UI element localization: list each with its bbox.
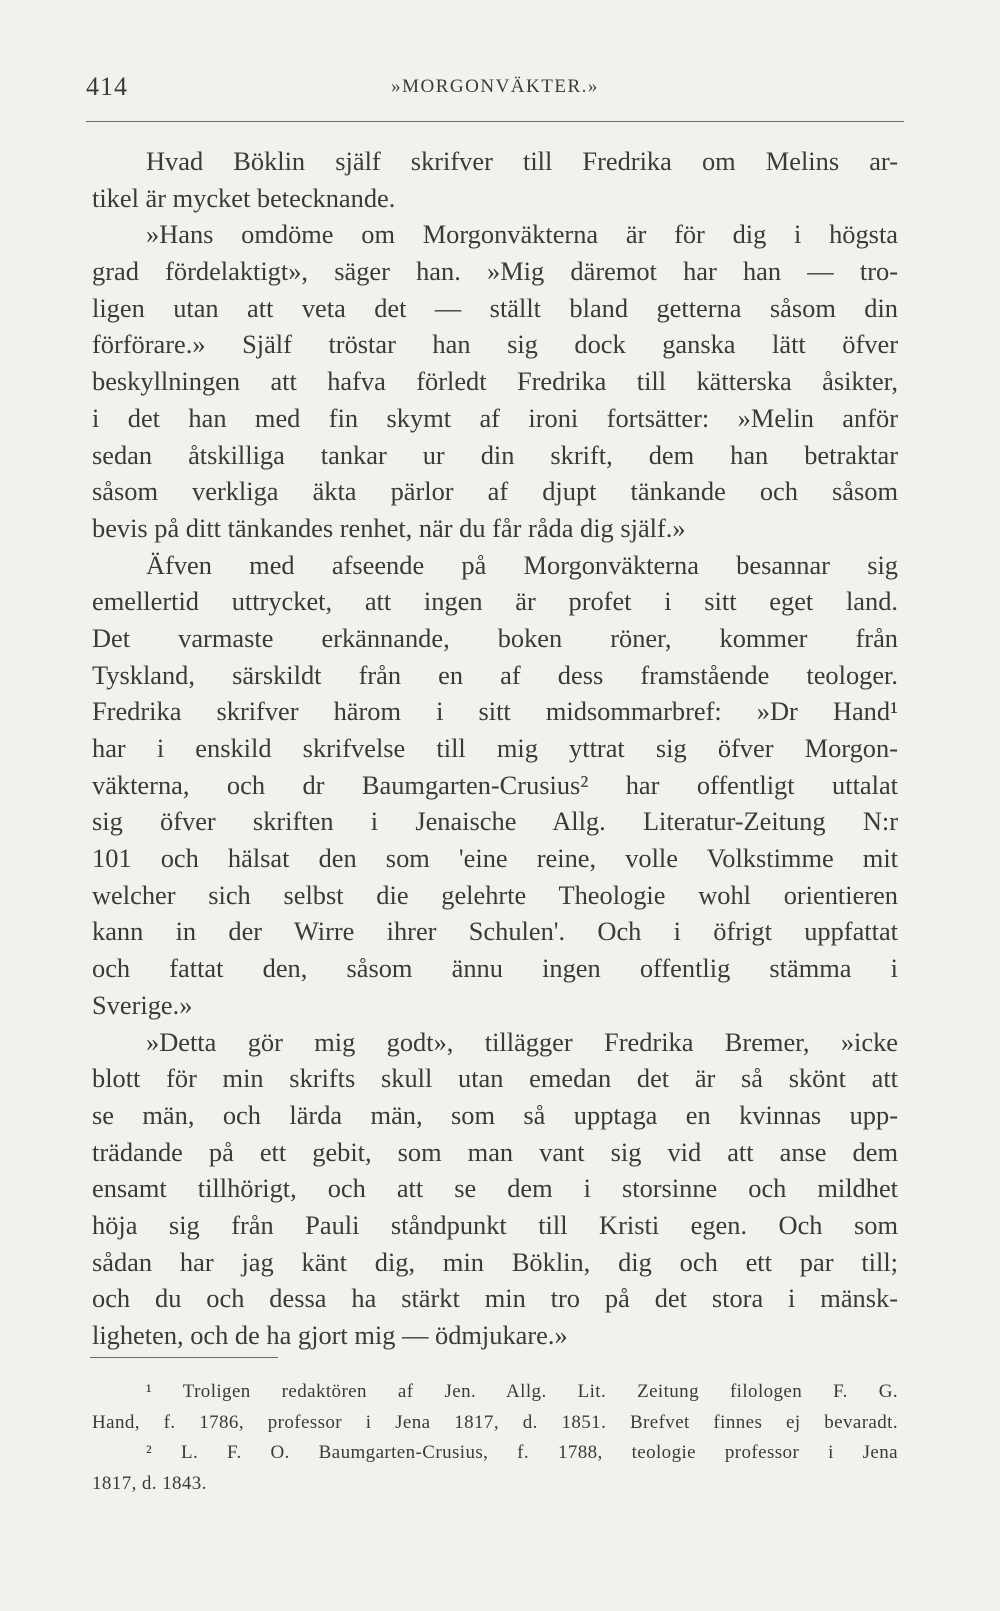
text-line: sådan har jag känt dig, min Böklin, dig och ett par till;	[92, 1246, 898, 1277]
text-line: Äfven med afseende på Morgonväkterna besannar sig	[146, 549, 898, 580]
text-line: emellertid uttrycket, att ingen är profet i sitt eget land.	[92, 586, 898, 617]
text-line: i det han med fin skymt af ironi fortsätter: »Melin anför	[92, 402, 898, 433]
text-line: Fredrika skrifver härom i sitt midsommarbref: »Dr Hand¹	[92, 696, 898, 727]
text-line: väkterna, och dr Baumgarten-Crusius² har offentligt uttalat	[92, 769, 898, 800]
text-line: kann in der Wirre ihrer Schulen'. Och i öfrigt uppfattat	[92, 916, 898, 947]
text-line: bevis på ditt tänkandes renhet, när du får råda dig själf.»	[92, 512, 686, 543]
text-line: tikel är mycket betecknande.	[92, 182, 396, 213]
text-line: grad fördelaktigt», säger han. »Mig däremot har han — tro-	[92, 256, 898, 287]
text-line: sig öfver skriften i Jenaische Allg. Literatur-Zeitung N:r	[92, 806, 898, 837]
text-line: Hvad Böklin själf skrifver till Fredrika om Melins ar-	[146, 146, 898, 176]
text-line: förförare.» Själf tröstar han sig dock ganska lätt öfver	[92, 329, 898, 360]
text-line: och fattat den, såsom ännu ingen offentlig stämma i	[92, 953, 898, 984]
text-line: Tyskland, särskildt från en af dess framstående teologer.	[92, 659, 898, 690]
text-line: 101 och hälsat den som 'eine reine, volle Volkstimme mit	[92, 843, 898, 874]
text-line: blott för min skrifts skull utan emedan det är så skönt att	[92, 1063, 898, 1094]
footnote-line: 1817, d. 1843.	[92, 1472, 207, 1494]
page-number: 414	[86, 72, 128, 101]
text-line: trädande på ett gebit, som man vant sig vid att anse dem	[92, 1136, 898, 1167]
text-line: ligen utan att veta det — ställt bland getterna såsom din	[92, 292, 898, 323]
footnotes	[92, 1377, 898, 1499]
text-line: ensamt tillhörigt, och att se dem i storsinne och mildhet	[92, 1173, 898, 1204]
text-line: såsom verkliga äkta pärlor af djupt tänkande och såsom	[92, 476, 898, 507]
footnote-line: ¹ Troligen redaktören af Jen. Allg. Lit. Zeitung filologen F. G.	[146, 1381, 898, 1402]
text-line: »Detta gör mig godt», tillägger Fredrika Bremer, »icke	[146, 1026, 898, 1057]
text-line: »Hans omdöme om Morgonväkterna är för dig i högsta	[146, 219, 898, 250]
footnote-line: ² L. F. O. Baumgarten-Crusius, f. 1788, teologie professor i Jena	[146, 1442, 898, 1463]
text-line: ligheten, och de ha gjort mig — ödmjukare.»	[92, 1320, 568, 1350]
body-text	[92, 143, 898, 1354]
text-line: Sverige.»	[92, 989, 193, 1020]
text-line: beskyllningen att hafva förledt Fredrika till kätterska åsikter,	[92, 366, 898, 397]
text-line: höja sig från Pauli ståndpunkt till Kristi egen. Och som	[92, 1209, 898, 1240]
text-line: har i enskild skrifvelse till mig yttrat sig öfver Morgon-	[92, 733, 898, 763]
footnote-rule	[90, 1357, 278, 1358]
text-line: sedan åtskilliga tankar ur din skrift, dem han betraktar	[92, 439, 898, 470]
page-header	[86, 72, 904, 102]
text-line: Det varmaste erkännande, boken röner, kommer från	[92, 622, 898, 653]
footnote-line: Hand, f. 1786, professor i Jena 1817, d. 1851. Brefvet finnes ej bevaradt.	[92, 1411, 898, 1433]
header-rule	[86, 121, 904, 122]
text-line: welcher sich selbst die gelehrte Theologie wohl orientieren	[92, 879, 898, 910]
text-line: se män, och lärda män, som så upptaga en kvinnas upp-	[92, 1099, 898, 1130]
running-title: »MORGONVÄKTER.»	[391, 76, 599, 97]
text-line: och du och dessa ha stärkt min tro på det stora i mänsk-	[92, 1283, 898, 1314]
